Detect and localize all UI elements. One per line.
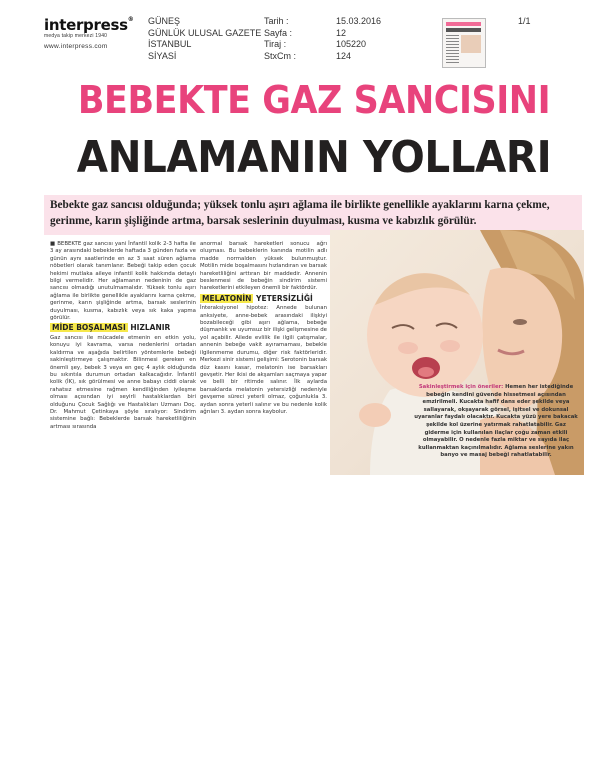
lead-rest: yüksek tonlu aşırı ağlama ile birlikte genellikle ayaklarını karna çekme, gerinme, karın şişliğinde artma, barsak seslerinin duyulması, kusma ve kabızlık görülür. (50, 199, 550, 227)
subheading-melatonin-highlight: MELATONİN (202, 293, 252, 303)
photo-caption (414, 384, 578, 460)
page-thumbnail[interactable] (442, 18, 486, 68)
publication-name: GÜNEŞ (148, 16, 181, 26)
column-2-top: anormal barsak hareketleri sonucu ağrı oluşması. Bu bebeklerin kanında motilin adlı madde normalden yüksek bulunmuştur. Motilin mide boşalmasını hızlandıran ve barsak hareketliliğini arttıran bir maddedir. Annenin beslenmesi de bebeğin sindirim sistemi hareketlerini etkileyen önemli bir faktördür. (200, 241, 327, 292)
page-count: 1/1 (518, 16, 531, 26)
circulation-value: 105220 (336, 39, 367, 49)
article-column-2 (200, 241, 327, 417)
logo-reg: ® (127, 16, 134, 23)
logo-name: interpress (44, 16, 128, 34)
date-value: 15.03.2016 (336, 16, 382, 26)
publication-type: GÜNLÜK ULUSAL GAZETE (148, 27, 262, 38)
headline-line-2: ANLAMANIN YOLLARI (76, 132, 552, 183)
lead-paragraph (44, 195, 582, 235)
column-2-body: İnteraksiyonel hipotez: Annede bulunan anksiyete, anne-bebek arasındaki ilişkiyi bozabileceği gibi aşırı ağlama, bebeğe düşmanlık ve uyumsuz bir ilişki gelişmesine de yol açabilir. Ailede evlilik ile ilgili çatışmalar, annenin bebeğe vakit ayıramaması, bebekle ilgilenmeme durumu, diğer risk faktörleridir. Merkezi sinir sistemi gelişimi: Serotonin barsak düz kasını kasar, melatonin ise barsakları gevşetir. Her ikisi de akşamları saçmaya yapar ve belli bir ritimde salınır. İlk aylarda barsaklarda melatonin yetersizliği nedeniyle gevşeme süreci yeterli olmaz, çoğunlukla 3. aydan sonra yeterli salınır ve bu nedenle kolik ağrıları 3. aydan sonra kaybolur. (200, 305, 327, 415)
logo-website: www.interpress.com (44, 43, 108, 50)
subheading-melatonin-rest: YETERSİZLİĞİ (253, 293, 313, 303)
page-label: Sayfa : (264, 27, 293, 38)
subheading-stomach-rest: HIZLANIR (127, 323, 171, 333)
column-1-body: Gaz sancısı ile mücadele etmenin en etkin yolu, konuyu iyi kavrama, varsa nedenlerini ortadan kaldırma ve aşağıda belirtilen yöntemlerle bebeği sakinleştirmeye çalışmaktır. Bilinmesi gereken en önemli şey, bebek 3 veya en geç 4 aylık olduğunda bu sıkıntıla durumun ortadan kalkacağıdır. İnfantil kolik (İK), sık görülmesi ve anne babayı ciddi olarak rahatsız etmesine rağmen kendiliğinden iyileşme olması açısından iyi seyirli hastalıklardan biri olduğunu Çocuk Sağlığı ve Hastalıkları Uzmanı Doç. Dr. Mahmut Çetinkaya şöyle sıralıyor: Sindirim sistemine bağlı: Bebeklerde barsak hareketliliğinin artması sırasında (50, 334, 196, 430)
caption-body: Hemen her istediğinde bebeğin kendini güvende hissetmesi açısından emzirilmeli. Kucakta hafif dans eder şekilde veya sallayarak, okşayarak görsel, işitsel ve dokunsal uyaranlar faydalı olacaktır. Kucakta yüzü yere bakacak şekilde kol üzerine yatırmak rahatlatabilir. Gaz giderme için kullanılan ilaçlar çoğu zaman etkili olmayabilir. O nedenle fazla miktar ve sayıda ilaç kullanmaktan kaçınılmalıdır. Ağlama seslerine yakın banyo ve masaj bebeği rahatlatabilir. (414, 384, 578, 459)
circulation-label: Tiraj : (264, 39, 287, 49)
headline-line-1: BEBEKTE GAZ SANCISINI (77, 78, 551, 122)
subheading-melatonin (200, 295, 327, 302)
publication-info (148, 16, 261, 62)
column-1-intro: ■ BEBEKTE gaz sancısı yani İnfantil kolik 2-3 hafta ile 3 ay arasındaki bebeklerde haftada 3 günden fazla ve günün aynı saatlerinde en az 3 saat süren ağlama nöbetleri olarak tanımlanır. Bebeği takip eden çocuk hekimi mutlaka aileye infantil kolik hakkında detaylı bilgi vermelidir. Her ağlamanın nedeninin de gaz sancısı olmadığı unutulmamalıdır. Yüksek tonlu aşırı ağlama ile birlikte genellikle ayaklarını karna çekme, gerinme, karın şişliğinde artma, barsak seslerinin duyulması, kusma, kabızlık veya sık kaka yapma görülür. (50, 241, 196, 322)
page-value: 12 (336, 27, 347, 38)
article-column-1 (50, 241, 196, 432)
logo-subtitle: medya takip merkezi 1940 (44, 33, 108, 39)
meta-values (336, 16, 381, 62)
publication-category: SİYASİ (148, 50, 177, 61)
caption-lead: Sakinleştirmek için öneriler: (418, 384, 504, 390)
publication-city: İSTANBUL (148, 39, 192, 49)
interpress-logo (44, 16, 136, 50)
stxcm-label: StxCm : (264, 50, 297, 61)
subheading-stomach (50, 324, 196, 331)
date-label: Tarih : (264, 16, 289, 26)
meta-labels (264, 16, 296, 62)
lead-highlight: Bebekte gaz sancısı olduğunda; (50, 199, 201, 211)
subheading-stomach-highlight: MİDE BOŞALMASI (52, 323, 126, 333)
stxcm-value: 124 (336, 50, 352, 61)
